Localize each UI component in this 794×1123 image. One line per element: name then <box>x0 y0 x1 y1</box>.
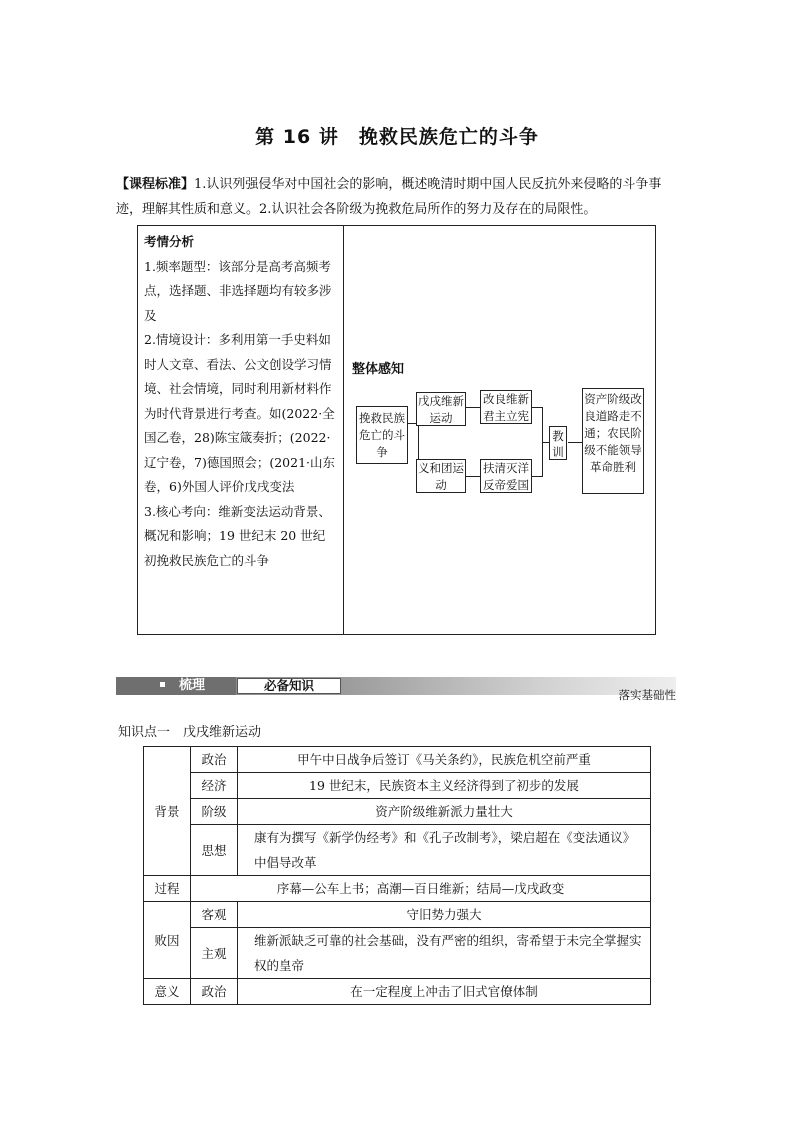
table-row <box>144 773 651 799</box>
table-row <box>144 902 651 928</box>
analysis-item-context: 2.情境设计：多利用第一手史料如时人文章、看法、公文创设学习情境、社会情境，同时利用新材料作为时代背景进行考查。如(2022·全国乙卷，28)陈宝箴奏折；(2022·辽宁卷，7)德国照会；(2021·山东卷，6)外国人评价戊戌变法 <box>144 332 335 494</box>
row-key: 政治 <box>191 747 238 773</box>
boxer-movement-box: 义和团运动 <box>418 461 464 492</box>
banner-tab-label: 梳理 <box>179 678 206 693</box>
analysis-left-column <box>138 226 344 634</box>
banner-right-text: 落实基础性 <box>618 688 676 702</box>
row-key: 经济 <box>191 773 238 799</box>
row-value: 在一定程度上冲击了旧式官僚体制 <box>238 979 651 1005</box>
knowledge-point-title: 知识点一 戊戌维新运动 <box>118 725 262 740</box>
row-value: 守旧势力强大 <box>238 902 651 928</box>
connector-line <box>532 407 542 408</box>
row-value: 资产阶级维新派力量壮大 <box>238 799 651 825</box>
analysis-heading: 考情分析 <box>144 234 195 249</box>
connector-line <box>568 442 582 443</box>
background-label: 背景 <box>144 747 191 876</box>
reform-result-box: 改良维新君主立宪 <box>480 390 532 424</box>
curriculum-label: 【课程标准】 <box>116 177 195 192</box>
curriculum-standard <box>116 172 681 222</box>
row-key: 政治 <box>191 979 238 1005</box>
boxer-result-box: 扶清灭洋反帝爱国 <box>480 459 532 493</box>
analysis-item-core: 3.核心考向：维新变法运动背景、概况和影响；19 世纪末 20 世纪初挽救民族危亡的斗争 <box>144 503 331 568</box>
conclusion-box: 资产阶级改良道路走不通；农民阶级不能领导革命胜利 <box>582 388 644 494</box>
process-value: 序幕—公车上书；高潮—百日维新；结局—戊戌政变 <box>191 876 651 902</box>
analysis-item-frequency: 1.频率题型：该部分是高考高频考点，选择题、非选择题均有较多涉及 <box>144 258 332 323</box>
section-banner <box>116 677 676 701</box>
process-label: 过程 <box>144 876 191 902</box>
table-row <box>144 979 651 1005</box>
row-value: 19 世纪末，民族资本主义经济得到了初步的发展 <box>238 773 651 799</box>
row-value: 康有为撰写《新学伪经考》和《孔子改制考》，梁启超在《变法通议》中倡导改革 <box>238 825 651 876</box>
lesson-box: 教训 <box>549 426 567 460</box>
banner-tab <box>116 677 236 695</box>
reform-movement-box: 戊戌维新运动 <box>418 394 464 425</box>
square-icon <box>160 682 165 687</box>
analysis-table <box>137 225 656 635</box>
row-value: 维新派缺乏可靠的社会基础，没有严密的组织，寄希望于未完全掌握实权的皇帝 <box>238 928 651 979</box>
row-key: 主观 <box>191 928 238 979</box>
banner-pill: 必备知识 <box>237 678 341 694</box>
page-title: 第 16 讲 挽救民族危亡的斗争 <box>255 126 539 148</box>
table-row <box>144 928 651 979</box>
overall-perception <box>344 226 657 634</box>
overall-label: 整体感知 <box>352 362 405 377</box>
row-key: 客观 <box>191 902 238 928</box>
table-row <box>144 799 651 825</box>
row-value: 甲午中日战争后签订《马关条约》，民族危机空前严重 <box>238 747 651 773</box>
table-row <box>144 876 651 902</box>
curriculum-text: 1.认识列强侵华对中国社会的影响，概述晚清时期中国人民反抗外来侵略的斗争事迹，理解其性质和意义。2.认识社会各阶级为挽救危局所作的努力及存在的局限性。 <box>116 177 662 217</box>
row-key: 思想 <box>191 825 238 876</box>
connector-line <box>532 476 542 477</box>
table-row <box>144 747 651 773</box>
table-row <box>144 825 651 876</box>
significance-label: 意义 <box>144 979 191 1005</box>
knowledge-table <box>143 746 651 1005</box>
connector-line <box>466 476 480 477</box>
row-key: 阶级 <box>191 799 238 825</box>
root-box: 挽救民族危亡的斗争 <box>356 406 408 464</box>
connector-line <box>466 407 480 408</box>
failure-label: 败因 <box>144 902 191 979</box>
